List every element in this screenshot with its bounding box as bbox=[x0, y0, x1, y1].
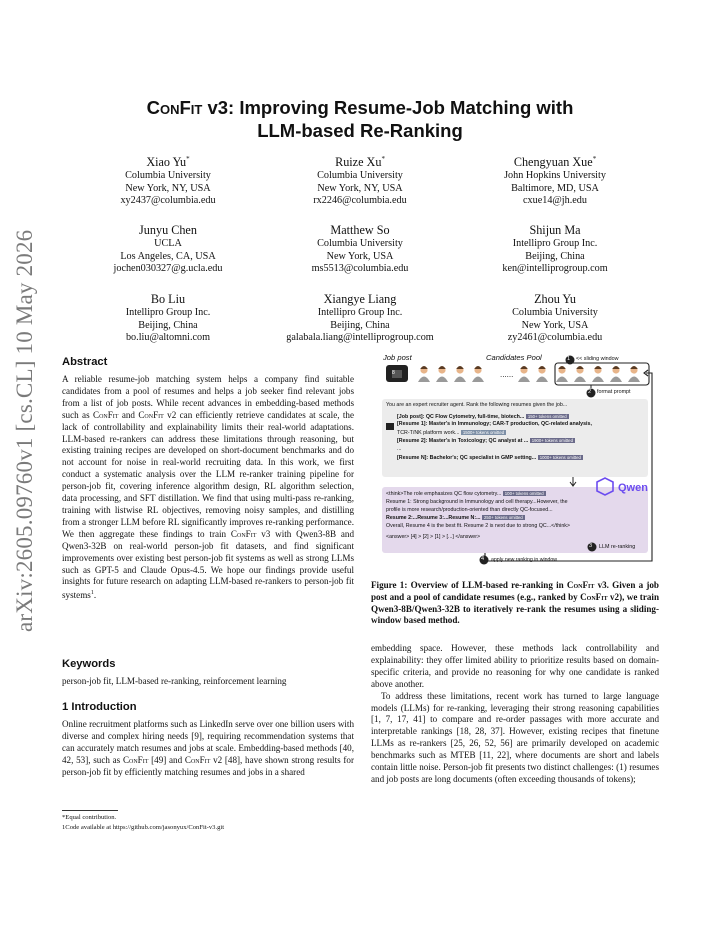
author-loc: Los Angeles, CA, USA bbox=[120, 250, 216, 262]
author-7 bbox=[68, 292, 268, 345]
think-line-3: profile is more research/production-oriented than directly QC-focused... bbox=[386, 506, 553, 513]
introduction-body: Online recruitment platforms such as LinkedIn serve over one billion users with diverse and complex hiring needs [9], requiring recommendation systems that can accurately match resumes and jobs at scale. Embedding-based methods [40, 42, 53], such as ConFit [49] and ConFit v2 [48], have shown strong results for person-job fit by efficiently matching resumes and jobs in a shared bbox=[62, 719, 354, 777]
author-affil: John Hopkins University bbox=[504, 170, 606, 182]
author-affil: Columbia University bbox=[317, 238, 403, 249]
author-email: ms5513@columbia.edu bbox=[311, 263, 409, 275]
author-4 bbox=[68, 223, 268, 276]
author-loc: New York, USA bbox=[326, 250, 394, 262]
qwen-logo-text: Qwen bbox=[618, 482, 648, 494]
think-line-4: Resume 2:...Resume 3:...Resume N:... 250+ tokens omitted bbox=[386, 515, 523, 522]
prompt-resume-n: [Resume N]: Bachelor's; QC specialist in GMP setting... 1000+ tokens omitted bbox=[397, 454, 581, 461]
author-name: Xiao Yu* bbox=[146, 155, 190, 170]
author-loc: Baltimore, MD, USA bbox=[511, 182, 599, 194]
think-line-5: Overall, Resume 4 is the best fit. Resume 2 is next due to strong QC...</think> bbox=[386, 523, 571, 530]
prompt-resume-1: [Resume 1]: Master's in Immunology; CAR-T production, QC-related analysis, bbox=[397, 421, 592, 428]
author-email: zy2461@columbia.edu bbox=[507, 332, 603, 344]
author-8 bbox=[260, 292, 460, 345]
footnote-code: 1Code available at https://github.com/jasonyux/ConFit-v3.git bbox=[62, 824, 225, 831]
author-loc: Beijing, China bbox=[525, 250, 585, 262]
prompt-intro: You are an expert recruiter agent. Rank the following resumes given the job... bbox=[386, 402, 568, 408]
step-2-number: 2 bbox=[588, 389, 592, 395]
author-loc: New York, NY, USA bbox=[317, 182, 403, 194]
right-column-body bbox=[371, 643, 659, 786]
prompt-resume-2: [Resume 2]: Master's in Toxicology; QC analyst at ... 1900+ tokens omitted bbox=[397, 438, 573, 445]
author-loc: Beijing, China bbox=[330, 319, 390, 331]
author-email: bo.liu@altomni.com bbox=[125, 332, 211, 344]
author-2 bbox=[260, 152, 460, 208]
job-post-label: Job post bbox=[383, 353, 412, 362]
figure-1-caption: Figure 1: Overview of LLM-based re-ranking in ConFit v3. Given a job post and a pool of candidate resumes (e.g., ranked by ConFit v2), we train Qwen3-8B/Qwen3-32B to iteratively re-rank the resumes using a sliding-window based method. bbox=[371, 580, 660, 626]
prompt-dots: ... bbox=[397, 445, 402, 452]
author-email: ken@intelliprogroup.com bbox=[502, 263, 608, 275]
author-3 bbox=[455, 152, 655, 208]
candidate-person-icon bbox=[518, 366, 530, 382]
candidate-person-icon bbox=[592, 366, 604, 382]
right-paragraph-1: embedding space. However, these methods lack controllability and explainability: they offer limited ability to prioritize results based on domain-specific criteria, and provide no reasoning for why one candidate is ranked above another. bbox=[371, 643, 659, 689]
author-1 bbox=[68, 152, 268, 208]
candidate-person-icon bbox=[536, 366, 548, 382]
introduction-heading: 1 Introduction bbox=[62, 701, 137, 713]
candidate-person-icon bbox=[418, 366, 430, 382]
candidate-person-icon bbox=[472, 366, 484, 382]
step-1-number: 1 bbox=[567, 356, 571, 362]
answer-line: <answer> [4] > [2] > [1] > [...] </answer> bbox=[386, 533, 481, 540]
author-affil: Intellipro Group Inc. bbox=[125, 307, 211, 318]
author-name: Ruize Xu* bbox=[335, 155, 385, 170]
author-loc: Beijing, China bbox=[138, 319, 198, 331]
author-name: Junyu Chen bbox=[139, 223, 197, 237]
candidate-person-icon bbox=[628, 366, 640, 382]
abstract-body: A reliable resume-job matching system helps a company find suitable candidates from a pool of resumes and helps a job seeker find relevant jobs from a list of job posts. While recent advances in embedding-based methods such as ConFit and ConFit v2 can efficiently retrieve candidates at scale, the lack of controllability and explainability limits their real-world adaptations. LLM-based re-rankers can address these limitations through reasoning, but existing training recipes are developed on short-document benchmarks and do not account for noise in real-world recruiting data. In this work, we first conduct a systematic analysis over the LLM re-ranker training pipeline for person-job fit, covering inference algorithm design, RL algorithm selection, data processing, and SFT distillation. We find that using multi-pass re-ranking, training with listwise RL objectives, removing noisy samples, and distilling from a stronger LLM before RL significantly improves re-ranking performance. We then aggregate these findings to train ConFit v3 with Qwen3-8B and Qwen3-32B on real-world person-job fit datasets, and find significant improvements over existing best person-job fit systems as well as strong LLMs such as GPT-5 and Claude Opus-4.5. We hope our findings provide useful insights for future research on adapting LLM-based re-rankers to person-job fit systems$^1$. bbox=[62, 374, 354, 601]
candidate-person-icon bbox=[436, 366, 448, 382]
format-prompt-label: format prompt bbox=[597, 389, 631, 395]
right-paragraph-2: To address these limitations, recent work has turned to large language models (LLMs) for re-ranking, leveraging their strong reasoning capabilities [1, 7, 17, 41] to compare and re-order passages with more accurate and interpretable rankings [18, 28, 37]. However, existing recipes that finetune LLMs as re-rankers [25, 26, 52, 56] are primarily developed on academic benchmarks such as MTEB [11, 22], where documents are short and labels contain little noise. Person-job fit presents two distinct challenges: (1) resumes and job posts are long documents (often exceeding thousands of tokens); bbox=[371, 690, 659, 784]
author-affil: Columbia University bbox=[317, 170, 403, 182]
sliding-window-label: << sliding window bbox=[576, 356, 619, 362]
author-affil: UCLA bbox=[154, 238, 182, 249]
llm-output-text bbox=[386, 490, 644, 542]
prompt-text bbox=[386, 402, 644, 462]
author-affil: Columbia University bbox=[125, 170, 211, 182]
candidate-person-icon bbox=[574, 366, 586, 382]
author-loc: New York, USA bbox=[521, 319, 589, 331]
candidate-icons bbox=[418, 366, 640, 382]
author-email: rx2246@columbia.edu bbox=[313, 195, 407, 207]
author-email: jochen030327@g.ucla.edu bbox=[113, 263, 223, 275]
author-5 bbox=[260, 223, 460, 276]
author-9 bbox=[455, 292, 655, 345]
pool-ellipsis: ...... bbox=[500, 370, 514, 379]
keywords-body: person-job fit, LLM-based re-ranking, reinforcement learning bbox=[62, 676, 287, 686]
paper-title bbox=[80, 96, 640, 142]
author-name: Xiangye Liang bbox=[323, 292, 397, 306]
llm-reranking-label: LLM re-ranking bbox=[599, 544, 636, 550]
title-line-1: ConFit v3: Improving Resume-Job Matching with bbox=[146, 97, 574, 118]
candidate-person-icon bbox=[454, 366, 466, 382]
author-loc: New York, NY, USA bbox=[125, 182, 211, 194]
author-affil: Columbia University bbox=[512, 307, 598, 318]
title-line-2: LLM-based Re-Ranking bbox=[257, 120, 463, 141]
prompt-resume-1-cont: TCR-T/NK platform work... 1500+ tokens omitted bbox=[397, 429, 505, 436]
keywords-heading: Keywords bbox=[62, 658, 116, 670]
abstract-heading: Abstract bbox=[62, 356, 108, 368]
think-line-1: <think>The role emphasizes QC flow cytometry... 100+ tokens omitted bbox=[386, 491, 544, 497]
author-email: xy2437@columbia.edu bbox=[120, 195, 216, 207]
author-name: Chengyuan Xue* bbox=[513, 155, 597, 170]
author-email: cxue14@jh.edu bbox=[523, 195, 587, 207]
author-affil: Intellipro Group Inc. bbox=[512, 238, 598, 249]
job-post-icon-label: 8 bbox=[392, 370, 395, 376]
author-affil: Intellipro Group Inc. bbox=[317, 307, 403, 318]
footnote-rule bbox=[62, 810, 118, 811]
apply-ranking-label: apply new ranking in window bbox=[491, 557, 558, 563]
author-name: Matthew So bbox=[330, 223, 390, 237]
candidate-person-icon bbox=[610, 366, 622, 382]
candidate-person-icon bbox=[556, 366, 568, 382]
author-name: Bo Liu bbox=[150, 292, 186, 306]
author-6 bbox=[455, 223, 655, 276]
think-line-2: Resume 1: Strong background in Immunology and cell therapy...However, the bbox=[386, 498, 568, 505]
candidates-pool-label: Candidates Pool bbox=[486, 353, 542, 362]
arxiv-identifier: arXiv:2605.09760v1 [cs.CL] 10 May 2026 bbox=[12, 229, 37, 632]
author-name: Shijun Ma bbox=[529, 223, 581, 237]
prompt-job-line: [Job post]: QC Flow Cytometry, full-time, biotech... 150+ tokens omitted bbox=[397, 413, 567, 420]
figure-1 bbox=[380, 351, 660, 569]
author-name: Zhou Yu bbox=[534, 292, 576, 306]
step-4-number: 4 bbox=[481, 556, 485, 562]
footnote-equal-contribution: *Equal contribution. bbox=[62, 814, 117, 821]
author-email: galabala.liang@intelliprogroup.com bbox=[286, 332, 434, 344]
step-3-number: 3 bbox=[589, 543, 593, 549]
